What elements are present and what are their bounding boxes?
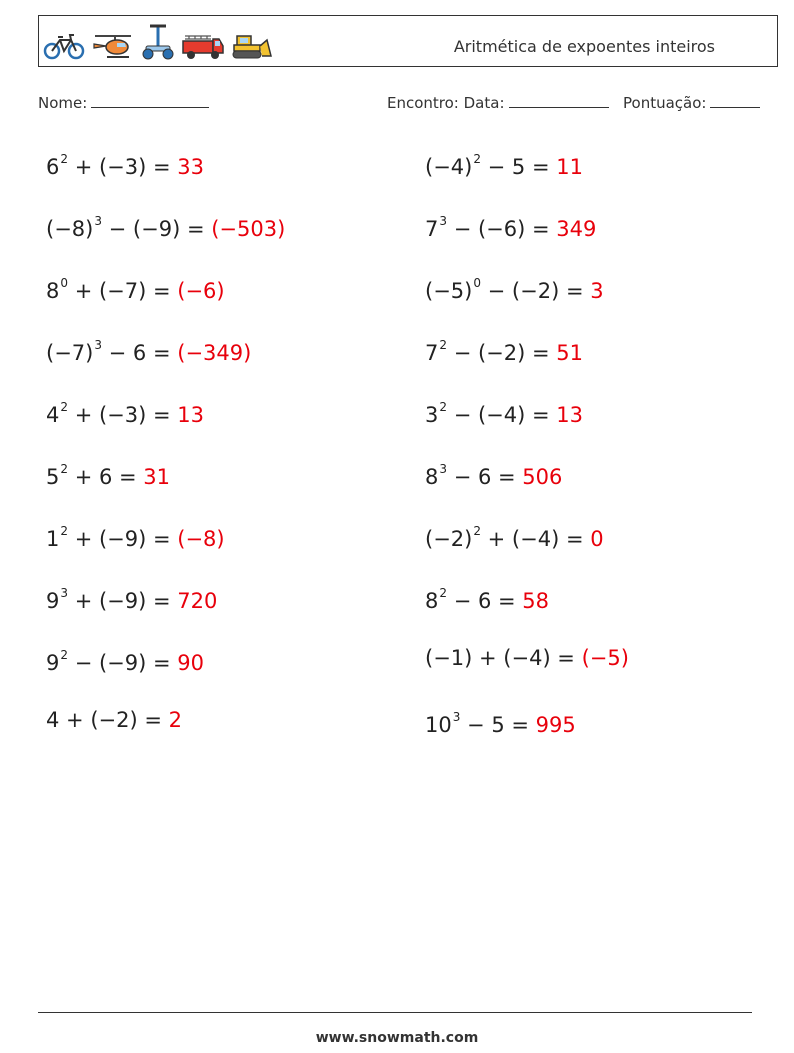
problem-left-1 bbox=[46, 140, 204, 189]
problem-expression: − (−4) = bbox=[447, 403, 557, 427]
problem-right-1 bbox=[425, 140, 583, 189]
problem-expression: − (−6) = bbox=[447, 217, 557, 241]
problem-expression: + (−9) = bbox=[68, 589, 178, 613]
problem-base: 4 bbox=[46, 403, 60, 427]
problem-exponent: 2 bbox=[60, 524, 69, 538]
problem-answer: (−5) bbox=[581, 646, 629, 670]
header-box bbox=[38, 15, 778, 67]
problem-answer: 51 bbox=[556, 341, 583, 365]
problem-left-8 bbox=[46, 574, 217, 623]
problem-base: 1 bbox=[46, 527, 60, 551]
problem-answer: 58 bbox=[522, 589, 550, 613]
problem-answer: (−8) bbox=[177, 527, 225, 551]
problem-left-3 bbox=[46, 264, 225, 313]
problem-exponent: 3 bbox=[452, 710, 461, 724]
problem-expression: + (−9) = bbox=[68, 527, 178, 551]
problem-answer: (−6) bbox=[177, 279, 225, 303]
problem-answer: 13 bbox=[556, 403, 583, 427]
name-label: Nome: bbox=[38, 94, 88, 112]
problem-right-10 bbox=[425, 698, 576, 747]
problem-base: (−4) bbox=[425, 155, 473, 179]
problem-exponent: 2 bbox=[439, 400, 448, 414]
problem-expression: + 6 = bbox=[68, 465, 144, 489]
problem-left-9 bbox=[46, 636, 204, 685]
problem-expression: − 6 = bbox=[101, 341, 178, 365]
problem-right-6 bbox=[425, 450, 562, 499]
fire-truck-icon bbox=[181, 30, 225, 60]
problem-exponent: 2 bbox=[439, 586, 448, 600]
session-date-field[interactable] bbox=[387, 93, 609, 112]
problem-expression: + (−3) = bbox=[68, 155, 178, 179]
problem-right-7 bbox=[425, 512, 604, 561]
problem-left-7 bbox=[46, 512, 225, 561]
problem-expression: + (−2) = bbox=[59, 708, 169, 732]
problem-exponent: 2 bbox=[439, 338, 448, 352]
problem-right-4 bbox=[425, 326, 583, 375]
problem-right-5 bbox=[425, 388, 583, 437]
problem-exponent: 3 bbox=[94, 214, 102, 228]
problem-answer: 506 bbox=[522, 465, 563, 489]
problem-right-9 bbox=[425, 636, 629, 680]
problem-expression: − 5 = bbox=[460, 713, 536, 737]
score-field[interactable] bbox=[623, 93, 760, 112]
problem-expression: − 6 = bbox=[447, 465, 523, 489]
problem-expression: + (−7) = bbox=[68, 279, 178, 303]
problem-exponent: 3 bbox=[60, 586, 69, 600]
problem-exponent: 2 bbox=[60, 462, 69, 476]
footer-divider bbox=[38, 1012, 752, 1013]
problem-base: (−8) bbox=[46, 217, 94, 241]
problem-expression: + (−4) = bbox=[480, 527, 591, 551]
problem-exponent: 2 bbox=[473, 524, 481, 538]
problem-answer: 349 bbox=[556, 217, 597, 241]
problem-base: 4 bbox=[46, 708, 60, 732]
bulldozer-icon bbox=[231, 32, 273, 60]
problem-exponent: 2 bbox=[60, 400, 69, 414]
problem-base: 6 bbox=[46, 155, 60, 179]
problem-expression: − (−2) = bbox=[480, 279, 591, 303]
date-blank[interactable] bbox=[509, 93, 609, 108]
problem-base: 7 bbox=[425, 217, 439, 241]
problem-base: 8 bbox=[46, 279, 60, 303]
problem-answer: 90 bbox=[177, 651, 204, 675]
problem-exponent: 2 bbox=[60, 152, 69, 166]
problem-base: 9 bbox=[46, 651, 60, 675]
problem-exponent: 3 bbox=[439, 462, 448, 476]
bicycle-icon bbox=[43, 32, 85, 60]
problem-expression: − 5 = bbox=[480, 155, 557, 179]
problem-left-4 bbox=[46, 326, 251, 375]
problem-expression: − 6 = bbox=[447, 589, 523, 613]
helicopter-icon bbox=[91, 32, 135, 60]
problem-exponent: 3 bbox=[439, 214, 448, 228]
problem-answer: 31 bbox=[143, 465, 171, 489]
problem-expression: − (−9) = bbox=[101, 217, 212, 241]
problem-exponent: 2 bbox=[473, 152, 481, 166]
problem-expression: + (−3) = bbox=[68, 403, 178, 427]
problem-expression: − (−2) = bbox=[447, 341, 557, 365]
problem-left-2 bbox=[46, 202, 285, 251]
problem-answer: 3 bbox=[590, 279, 604, 303]
problem-base: 10 bbox=[425, 713, 452, 737]
problem-exponent: 0 bbox=[60, 276, 69, 290]
problem-answer: (−349) bbox=[177, 341, 252, 365]
problem-exponent: 3 bbox=[94, 338, 102, 352]
problem-exponent: 0 bbox=[473, 276, 481, 290]
problem-left-10 bbox=[46, 698, 182, 742]
problem-right-2 bbox=[425, 202, 596, 251]
problem-base: 7 bbox=[425, 341, 439, 365]
problem-expression: + (−4) = bbox=[472, 646, 582, 670]
problem-base: (−5) bbox=[425, 279, 473, 303]
problem-base: 5 bbox=[46, 465, 60, 489]
problem-base: 3 bbox=[425, 403, 439, 427]
problem-answer: 0 bbox=[590, 527, 604, 551]
problem-right-3 bbox=[425, 264, 604, 313]
score-label: Pontuação: bbox=[623, 94, 707, 112]
problem-answer: 2 bbox=[168, 708, 182, 732]
problem-answer: 11 bbox=[556, 155, 583, 179]
problem-left-6 bbox=[46, 450, 170, 499]
problem-answer: 995 bbox=[535, 713, 576, 737]
scooter-icon bbox=[141, 22, 175, 60]
problem-base: 8 bbox=[425, 589, 439, 613]
problem-exponent: 2 bbox=[60, 648, 69, 662]
page-title: Aritmética de expoentes inteiros bbox=[453, 37, 715, 56]
problem-base: (−7) bbox=[46, 341, 94, 365]
problem-answer: (−503) bbox=[211, 217, 286, 241]
name-field[interactable] bbox=[38, 93, 209, 112]
footer-url: www.snowmath.com bbox=[315, 1030, 479, 1046]
name-blank[interactable] bbox=[91, 93, 209, 108]
problem-answer: 13 bbox=[177, 403, 204, 427]
session-date-label: Encontro: Data: bbox=[387, 94, 505, 112]
score-blank[interactable] bbox=[710, 93, 760, 108]
header-icons bbox=[43, 24, 273, 60]
problem-right-8 bbox=[425, 574, 549, 623]
problem-base: (−1) bbox=[425, 646, 473, 670]
problem-base: 9 bbox=[46, 589, 60, 613]
problem-base: 8 bbox=[425, 465, 439, 489]
problem-answer: 720 bbox=[177, 589, 218, 613]
problem-left-5 bbox=[46, 388, 204, 437]
problem-answer: 33 bbox=[177, 155, 204, 179]
problem-base: (−2) bbox=[425, 527, 473, 551]
problem-expression: − (−9) = bbox=[68, 651, 178, 675]
